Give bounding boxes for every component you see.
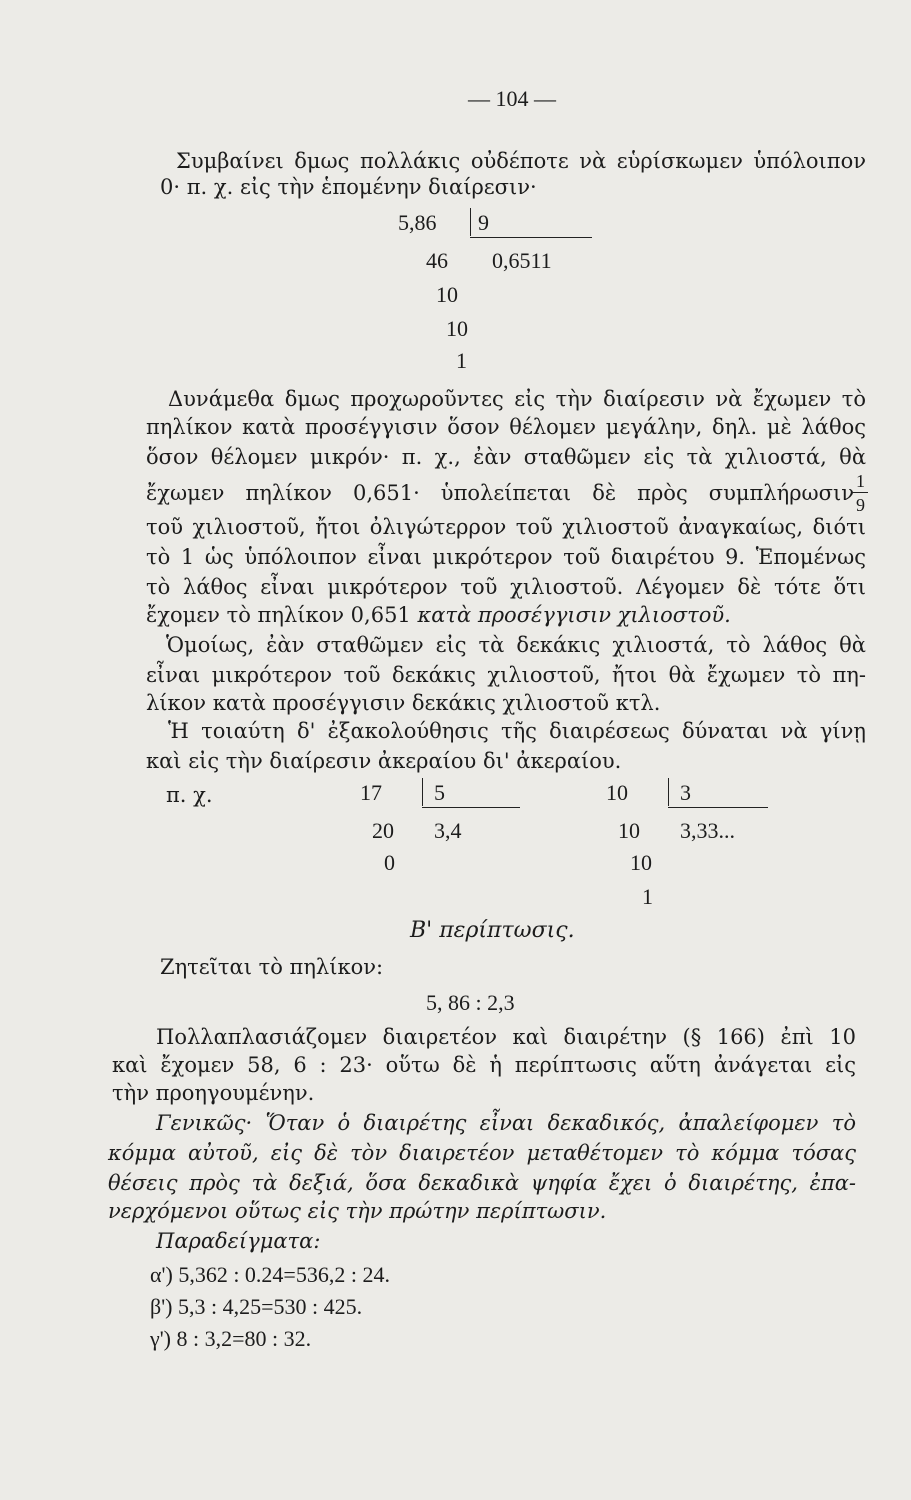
division1-remainder: 10	[446, 316, 468, 341]
division1-remainder: 10	[436, 282, 458, 307]
para2-line-8-text: ἔχομεν τὸ πηλίκον 0,651	[146, 603, 411, 627]
para3-line-3: λίκον κατὰ προσέγγισιν δεκάκις χιλιοστοῦ κτλ.	[146, 691, 661, 715]
para5-line-2: καὶ ἔχομεν 58, 6 : 23· οὕτω δὲ ἡ περίπτωσις αὕτη ἀνάγεται εἰς	[112, 1053, 856, 1077]
rule-line-3: θέσεις πρὸς τὰ δεξιά, ὅσα δεκαδικὰ ψηφία ἔχει ὁ διαιρέτης, ἐπα-	[108, 1171, 856, 1195]
division1-quotient: 0,6511	[492, 248, 552, 273]
division3-remainder: 10	[630, 850, 652, 875]
section-heading: Β' περίπτωσις.	[410, 918, 575, 943]
division2-remainder: 20	[372, 818, 394, 843]
division3-quotient: 3,33...	[680, 818, 735, 843]
intro-line-1: Συμβαίνει δμως πολλάκις οὐδέποτε νὰ εὑρίσκωμεν ὑπόλοιπον	[176, 149, 866, 173]
division1-vertical-bar	[470, 208, 471, 236]
example-a: α') 5,362 : 0.24=536,2 : 24.	[150, 1262, 390, 1287]
example-c: γ') 8 : 3,2=80 : 32.	[150, 1326, 312, 1351]
division1-divisor: 9	[478, 210, 489, 235]
division3-horizontal-bar	[668, 807, 768, 808]
division2-quotient: 3,4	[434, 818, 462, 843]
para5-line-1: Πολλαπλασιάζομεν διαιρετέον καὶ διαιρέτην (§ 166) ἐπὶ 10	[156, 1025, 856, 1049]
division3-dividend: 10	[606, 780, 628, 805]
division2-remainder: 0	[384, 850, 395, 875]
division3-divisor: 3	[680, 780, 691, 805]
intro-line-2: 0· π. χ. εἰς τὴν ἑπομένην διαίρεσιν·	[160, 175, 537, 199]
division-expression: 5, 86 : 2,3	[426, 990, 515, 1015]
para2-line-6: τὸ 1 ὡς ὑπόλοιπον εἶναι μικρότερον τοῦ διαιρέτου 9. Ἑπομένως	[146, 545, 866, 569]
rule-line-4: νερχόμενοι οὕτως εἰς τὴν πρώτην περίπτωσιν.	[108, 1199, 607, 1223]
fraction-bar	[852, 492, 868, 493]
para2-line-4: ἔχωμεν πηλίκον 0,651· ὑπολείπεται δὲ πρὸς συμπλήρωσιν	[146, 481, 854, 505]
division1-horizontal-bar	[470, 237, 592, 238]
rule-line-1: Γενικῶς· Ὅταν ὁ διαιρέτης εἶναι δεκαδικός, ἀπαλείφομεν τὸ	[156, 1111, 856, 1135]
sought-line: Ζητεῖται τὸ πηλίκον:	[160, 955, 384, 979]
para2-line-3: ὅσον θέλομεν μικρόν· π. χ., ἐὰν σταθῶμεν εἰς τὰ χιλιοστά, θὰ	[146, 445, 866, 469]
division1-dividend: 5,86	[398, 210, 437, 235]
para2-line-7: τὸ λάθος εἶναι μικρότερον τοῦ χιλιοστοῦ. Λέγομεν δὲ τότε ὅτι	[146, 575, 866, 599]
division1-remainder: 46	[426, 248, 448, 273]
example-b: β') 5,3 : 4,25=530 : 425.	[150, 1294, 363, 1319]
para5-line-3: τὴν προηγουμένην.	[112, 1081, 315, 1105]
division2-divisor: 5	[434, 780, 445, 805]
para2-line-1: Δυνάμεθα δμως προχωροῦντες εἰς τὴν διαίρεσιν νὰ ἔχωμεν τὸ	[168, 387, 866, 411]
rule-line-2: κόμμα αὐτοῦ, εἰς δὲ τὸν διαιρετέον μεταθέτομεν τὸ κόμμα τόσας	[108, 1141, 856, 1165]
fraction-denominator: 9	[856, 495, 865, 515]
fraction-numerator: 1	[856, 471, 865, 491]
page-number: — 104 —	[468, 86, 556, 111]
para4-line-2: καὶ εἰς τὴν διαίρεσιν ἀκεραίου δι' ἀκεραίου.	[146, 749, 622, 773]
division3-vertical-bar	[668, 778, 669, 806]
examples-heading: Παραδείγματα:	[156, 1229, 321, 1253]
example-label: π. χ.	[166, 783, 213, 807]
para3-line-1: Ὁμοίως, ἐὰν σταθῶμεν εἰς τὰ δεκάκις χιλιοστά, τὸ λάθος θὰ	[166, 633, 866, 657]
para4-line-1: Ἡ τοιαύτη δ' ἐξακολούθησις τῆς διαιρέσεως δύναται νὰ γίνῃ	[168, 719, 866, 743]
division3-remainder: 10	[618, 818, 640, 843]
division1-remainder: 1	[456, 348, 467, 373]
para2-line-2: πηλίκον κατὰ προσέγγισιν ὅσον θέλομεν μεγάλην, δηλ. μὲ λάθος	[146, 415, 866, 439]
division2-vertical-bar	[422, 778, 423, 806]
division2-horizontal-bar	[422, 807, 520, 808]
para2-line-8	[146, 602, 731, 628]
para3-line-2: εἶναι μικρότερον τοῦ δεκάκις χιλιοστοῦ, ἤτοι θὰ ἔχωμεν τὸ πη-	[146, 663, 866, 687]
para2-line-5: τοῦ χιλιοστοῦ, ἤτοι ὀλιγώτερρον τοῦ χιλιοστοῦ ἀναγκαίως, διότι	[146, 515, 866, 539]
division2-dividend: 17	[360, 780, 382, 805]
division3-remainder: 1	[642, 884, 653, 909]
para2-italic: κατὰ προσέγγισιν χιλιοστοῦ.	[417, 603, 731, 627]
